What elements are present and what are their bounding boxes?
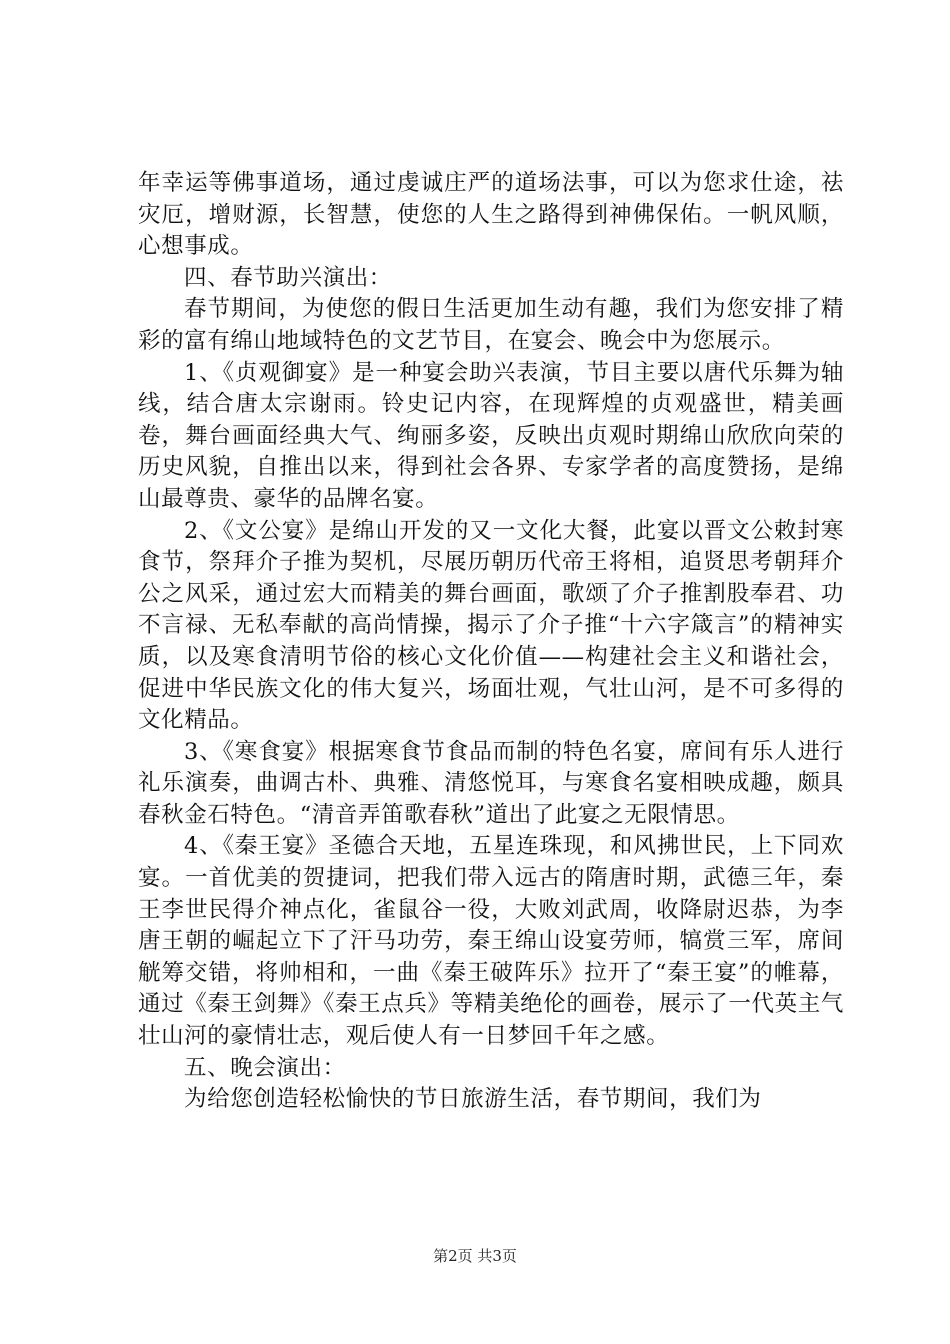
section-heading-5: 五、晚会演出： (184, 1054, 346, 1081)
paragraph-wengong-banquet: 2、《文公宴》是绵山开发的又一文化大餐，此宴以晋文公敕封寒食节，祭拜介子推为契机，尽展历朝历代帝王将相，追贤思考朝拜介公之风采，通过宏大而精美的舞台画面，歌颂了介子推割股奉君、功不言禄、无私奉献的高尚情操，揭示了介子推“十六字箴言”的精神实质，以及寒食清明节俗的核心文化价值——构建社会主义和谐社会，促进中华民族文化的伟大复兴，场面壮观，气壮山河，是不可多得的文化精品。 (138, 517, 844, 734)
paragraph-spring-intro: 春节期间，为使您的假日生活更加生动有趣，我们为您安排了精彩的富有绵山地域特色的文艺节目，在宴会、晚会中为您展示。 (138, 296, 844, 354)
paragraph-zhenguan-banquet: 1、《贞观御宴》是一种宴会助兴表演，节目主要以唐代乐舞为轴线，结合唐太宗谢雨。铃史记内容，在现辉煌的贞观盛世，精美画卷，舞台画面经典大气、绚丽多姿，反映出贞观时期绵山欣欣向荣的历史风貌，自推出以来，得到社会各界、专家学者的高度赞扬，是绵山最尊贵、豪华的品牌名宴。 (138, 359, 844, 512)
paragraph-continuation: 年幸运等佛事道场，通过虔诚庄严的道场法事，可以为您求仕途，祛灾厄，增财源，长智慧，使您的人生之路得到神佛保佑。一帆风顺，心想事成。 (138, 170, 844, 260)
paragraph-hanshi-banquet: 3、《寒食宴》根据寒食节食品而制的特色名宴，席间有乐人进行礼乐演奏，曲调古朴、典雅、清悠悦耳，与寒食名宴相映成趣，颇具春秋金石特色。“清音弄笛歌春秋”道出了此宴之无限情思。 (138, 738, 844, 828)
body-text (138, 168, 844, 1116)
paragraph-evening-show: 为给您创造轻松愉快的节日旅游生活，春节期间，我们为 (184, 1086, 762, 1113)
paragraph-qinwang-banquet: 4、《秦王宴》圣德合天地，五星连珠现，和风拂世民，上下同欢宴。一首优美的贺捷词，把我们带入远古的隋唐时期，武德三年，秦王李世民得介神点化，雀鼠谷一役，大败刘武周，收降尉迟恭，为李唐王朝的崛起立下了汗马功劳，秦王绵山设宴劳师，犒赏三军，席间觥筹交错，将帅相和，一曲《秦王破阵乐》拉开了“秦王宴”的帷幕，通过《秦王剑舞》《秦王点兵》等精美绝伦的画卷，展示了一代英主气壮山河的豪情壮志，观后使人有一日梦回千年之感。 (138, 833, 844, 1050)
page-footer: 第2页 共3页 (433, 1247, 517, 1265)
section-heading-4: 四、春节助兴演出： (184, 264, 392, 291)
